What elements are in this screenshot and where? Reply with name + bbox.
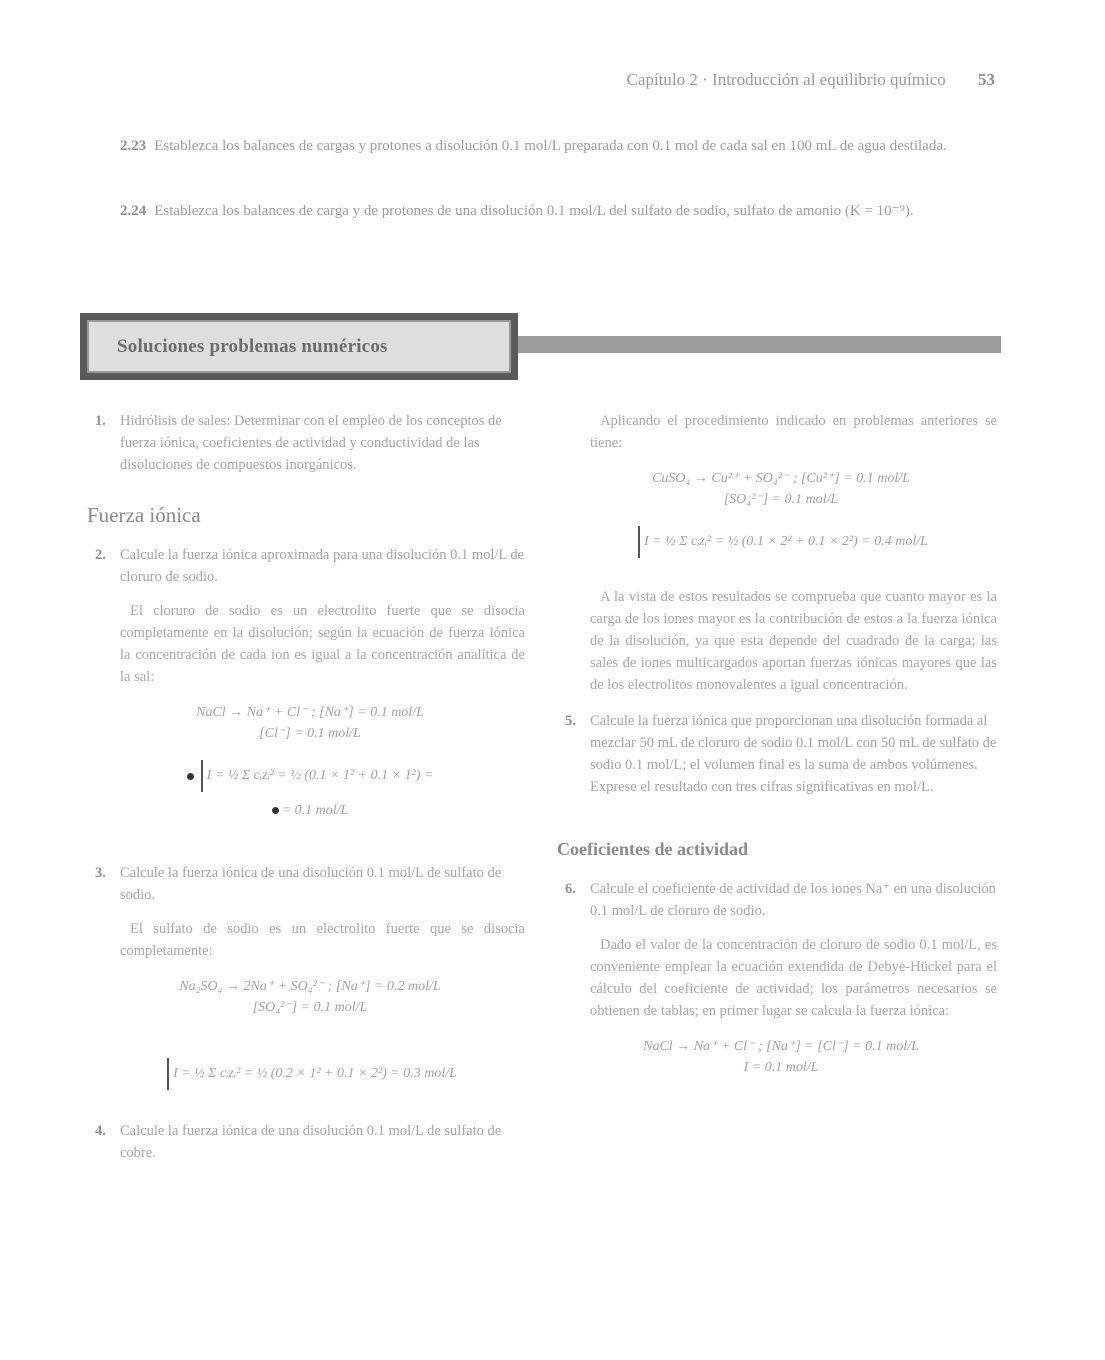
item-number: 5. (565, 713, 576, 729)
problem-question: Calcule la fuerza iónica aproximada para una disolución 0.1 mol/L de cloruro de sodio. (120, 547, 525, 585)
equation-dissociation (95, 976, 525, 1018)
bullet-dot-icon (272, 807, 279, 814)
summation-bar-icon (201, 760, 203, 792)
problem-6 (565, 878, 997, 922)
problem-5 (565, 710, 997, 798)
page-number: 53 (978, 70, 995, 89)
right-column (557, 410, 997, 1088)
section-banner (80, 313, 518, 380)
item-number: 6. (565, 881, 576, 897)
section-title: Soluciones problemas numéricos (87, 320, 511, 373)
equation-ionic-strength (95, 1058, 525, 1090)
equation-line: I = ½ Σ cᵢzᵢ² = ½ (0.1 × 2² + 0.1 × 2²) = 0.4 mol/L (644, 534, 928, 550)
intro-item (95, 410, 525, 476)
item-number: 1. (95, 413, 106, 429)
subsection-heading-fuerza-ionica: Fuerza iónica (87, 503, 201, 527)
equation-line: NaCl → Na⁺ + Cl⁻ ; [Na⁺] = [Cl⁻] = 0.1 mol/L (643, 1039, 919, 1054)
problem-2-answer: El cloruro de sodio es un electrolito fuerte que se disocia completamente en la disolución; según la ecuación de fuerza iónica la concentración de cada ion es igual a la concentración analítica de la sal: (120, 603, 525, 685)
section-rule (518, 336, 1001, 353)
problem-3-answer: El sulfato de sodio es un electrolito fuerte que se disocia completamente: (120, 921, 525, 959)
equation-line: I = ½ Σ cᵢzᵢ² = ½ (0.2 × 1² + 0.1 × 2²) = 0.3 mol/L (173, 1066, 457, 1082)
top-problem-1 (120, 135, 1000, 157)
top-problem-2 (120, 200, 1000, 222)
problem-text: Calcule la fuerza iónica que proporcionan una disolución formada al mezclar 50 mL de cloruro de sodio 0.1 mol/L con 50 mL de sulfato de sodio 0.1 mol/L; el volumen final es la suma de ambos volúmenes. Exprese el resultado con tres cifras significativas en mol/L. (590, 713, 997, 795)
problem-3 (95, 862, 525, 906)
equation-dissociation (565, 1036, 997, 1078)
running-title: Capítulo 2 · Introducción al equilibrio químico (626, 70, 946, 89)
equation-line: [SO₄²⁻] = 0.1 mol/L (723, 492, 839, 507)
equation-ionic-strength (565, 526, 997, 558)
running-header (627, 70, 995, 90)
problem-number: 2.23 (120, 138, 147, 154)
problem-text: Establezca los balances de cargas y protones a disolución 0.1 mol/L preparada con 0.1 mol de cada sal en 100 mL de agua destilada. (154, 138, 947, 154)
equation-line: CuSO₄ → Cu²⁺ + SO₄²⁻ ; [Cu²⁺] = 0.1 mol/L (652, 471, 910, 486)
bullet-dot-icon (187, 773, 194, 780)
equation-line: I = ½ Σ cᵢzᵢ² = ½ (0.1 × 1² + 0.1 × 1²) = (206, 768, 434, 784)
summation-bar-icon (167, 1058, 169, 1090)
item-number: 2. (95, 547, 106, 563)
problem-2 (95, 544, 525, 588)
equation-line: [Cl⁻] = 0.1 mol/L (259, 726, 361, 741)
subsection-heading-coeficientes: Coeficientes de actividad (557, 839, 748, 859)
left-column (87, 410, 525, 1174)
equation-line: = 0.1 mol/L (281, 803, 349, 818)
discussion-paragraph: A la vista de estos resultados se comprueba que cuanto mayor es la carga de los iones mayor es la contribución de estos a la fuerza iónica de la disolución, ya que esta depende del cuadrado de la carga; las sales de iones multicargados aportan fuerzas iónicas mayores que las de los electrolitos monovalentes a igual concentración. (590, 589, 997, 693)
summation-bar-icon (638, 526, 640, 558)
equation-dissociation (565, 468, 997, 510)
item-number: 4. (95, 1123, 106, 1139)
equation-line: I = 0.1 mol/L (743, 1060, 819, 1075)
equation-ionic-strength (95, 760, 525, 822)
equation-line: Na₂SO₄ → 2Na⁺ + SO₄²⁻ ; [Na⁺] = 0.2 mol/L (179, 979, 441, 994)
problem-number: 2.24 (120, 203, 147, 219)
problem-6-answer: Dado el valor de la concentración de cloruro de sodio 0.1 mol/L, es conveniente emplear la ecuación extendida de Debye-Hückel para el cálculo del coeficiente de actividad; los parámetros necesarios se obtienen de tablas; en primer lugar se calcula la fuerza iónica: (590, 937, 997, 1019)
problem-question: Calcule el coeficiente de actividad de los iones Na⁺ en una disolución 0.1 mol/L de cloruro de sodio. (590, 881, 996, 919)
equation-dissociation (95, 702, 525, 744)
item-text: Hidrólisis de sales: Determinar con el empleo de los conceptos de fuerza iónica, coeficientes de actividad y conductividad de las disoluciones de compuestos inorgánicos. (120, 413, 502, 473)
equation-line: [SO₄²⁻] = 0.1 mol/L (252, 1000, 368, 1015)
problem-question: Calcule la fuerza iónica de una disolución 0.1 mol/L de sulfato de sodio. (120, 865, 502, 903)
problem-4-answer: Aplicando el procedimiento indicado en problemas anteriores se tiene: (590, 413, 997, 451)
problem-text: Establezca los balances de carga y de protones de una disolución 0.1 mol/L del sulfato de sodio, sulfato de amonio (K = 10⁻⁹). (154, 203, 914, 219)
problem-question: Calcule la fuerza iónica de una disolución 0.1 mol/L de sulfato de cobre. (120, 1123, 502, 1161)
problem-4 (95, 1120, 525, 1164)
item-number: 3. (95, 865, 106, 881)
equation-line: NaCl → Na⁺ + Cl⁻ ; [Na⁺] = 0.1 mol/L (196, 705, 424, 720)
